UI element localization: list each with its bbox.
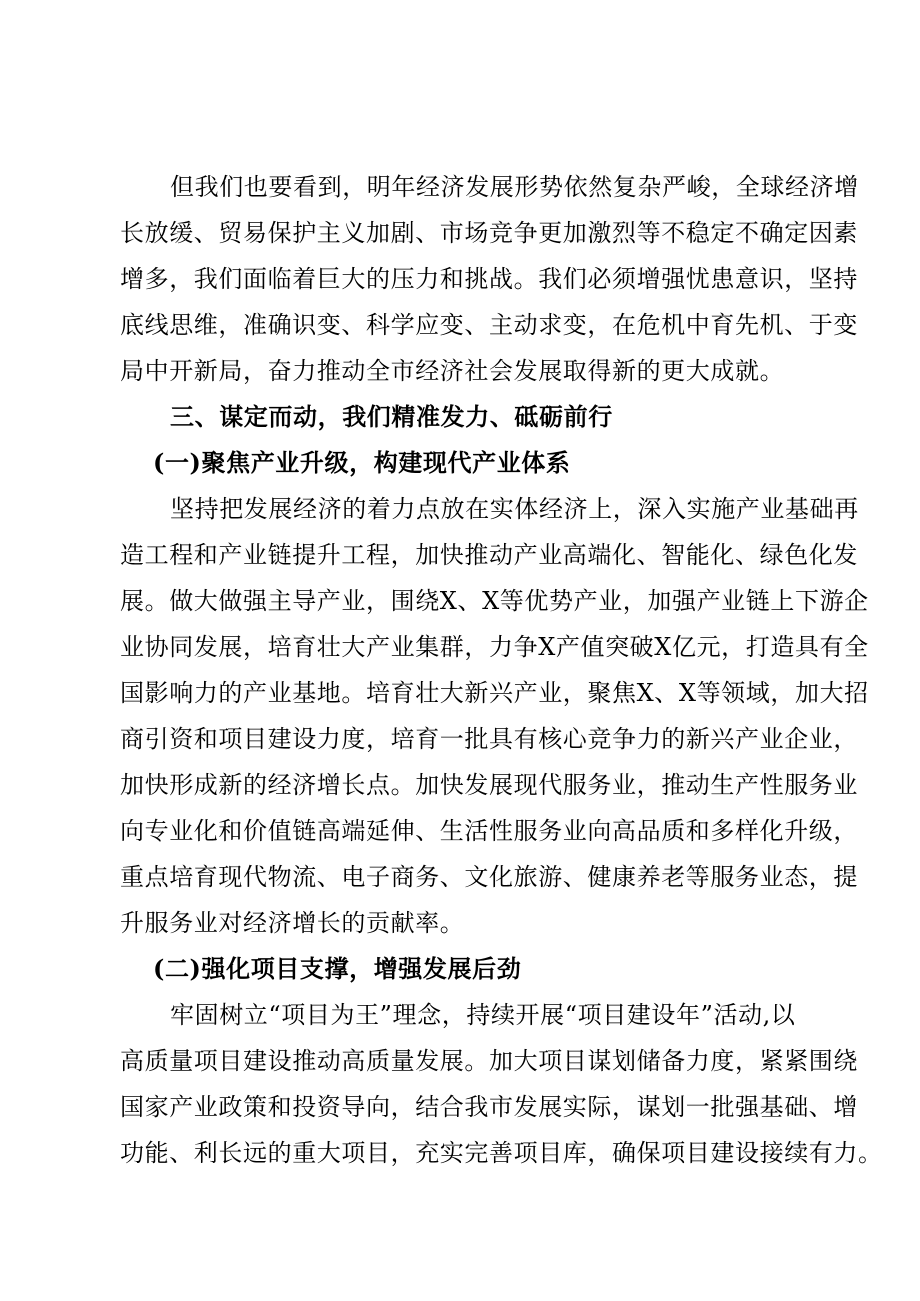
paragraph-line: 造工程和产业链提升工程，加快推动产业高端化、智能化、绿色化发 <box>120 541 858 569</box>
paragraph-line: 升服务业对经济增长的贡献率。 <box>120 909 465 937</box>
paragraph-line: 展。做大做强主导产业，围绕X、X等优势产业，加强产业链上下游企 <box>120 587 869 615</box>
paragraph-projects <box>120 992 883 1176</box>
paragraph-line: 但我们也要看到，明年经济发展形势依然复杂严峻，全球经济增 <box>170 173 859 201</box>
paragraph-line: 重点培育现代物流、电子商务、文化旅游、健康养老等服务业态，提 <box>120 863 858 891</box>
paragraph-line: 业协同发展，培育壮大产业集群，力争X产值突破X亿元，打造具有全 <box>120 633 869 661</box>
paragraph-line: 国家产业政策和投资导向，结合我市发展实际，谋划一批强基础、增 <box>120 1093 858 1121</box>
paragraph-industry <box>120 486 869 946</box>
section-heading: 三、谋定而动，我们精准发力、砥砺前行 <box>170 402 613 431</box>
paragraph-line: 高质量项目建设推动高质量发展。加大项目谋划储备力度，紧紧围绕 <box>120 1047 858 1075</box>
paragraph-line: 加快形成新的经济增长点。加快发展现代服务业，推动生产性服务业 <box>120 771 858 799</box>
paragraph-line: 长放缓、贸易保护主义加剧、市场竞争更加激烈等不稳定不确定因素 <box>120 219 858 247</box>
paragraph-line: 功能、利长远的重大项目，充实完善项目库，确保项目建设接续有力。 <box>120 1139 883 1167</box>
paragraph-line: 增多，我们面临着巨大的压力和挑战。我们必须增强忧患意识，坚持 <box>120 265 858 293</box>
paragraph-line: 商引资和项目建设力度，培育一批具有核心竞争力的新兴产业企业， <box>120 725 858 753</box>
paragraph-line: 坚持把发展经济的着力点放在实体经济上，深入实施产业基础再 <box>170 495 859 523</box>
paragraph-line: 局中开新局，奋力推动全市经济社会发展取得新的更大成就。 <box>120 357 785 385</box>
paragraph-outlook <box>120 164 859 394</box>
subsection-heading-projects: (二)强化项目支撑，增强发展后劲 <box>153 954 522 983</box>
paragraph-line: 底线思维，准确识变、科学应变、主动求变，在危机中育先机、于变 <box>120 311 858 339</box>
paragraph-line: 国影响力的产业基地。培育壮大新兴产业，聚焦X、X等领域，加大招 <box>120 679 869 707</box>
subsection-heading-industry: (一)聚焦产业升级，构建现代产业体系 <box>153 448 571 477</box>
paragraph-line: 牢固树立“项目为王”理念，持续开展“项目建设年”活动,以 <box>170 1001 796 1029</box>
document-body <box>120 164 883 1176</box>
paragraph-line: 向专业化和价值链高端延伸、生活性服务业向高品质和多样化升级， <box>120 817 858 845</box>
